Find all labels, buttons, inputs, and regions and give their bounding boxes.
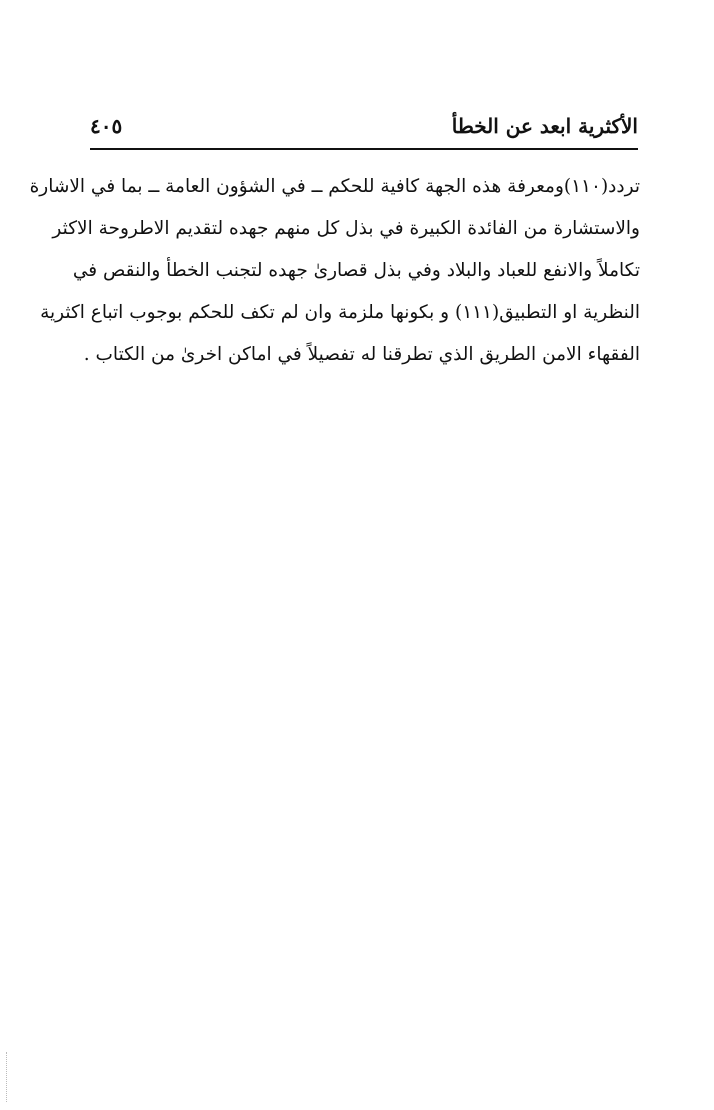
running-title: الأكثرية ابعد عن الخطأ [451,114,638,138]
page-header [90,106,638,146]
body-paragraph [29,166,640,376]
text-line: والاستشارة من الفائدة الكبيرة في بذل كل منهم جهده لتقديم الاطروحة الاكثر [52,218,640,239]
text-line: النظرية او التطبيق(١١١) و بكونها ملزمة وان لم تكف للحكم بوجوب اتباع اكثرية [40,302,640,323]
header-rule [90,148,638,150]
page-number: ٤٠٥ [90,114,123,138]
text-line: تكاملاً والانفع للعباد والبلاد وفي بذل قصارىٰ جهده لتجنب الخطأ والنقص في [72,260,640,281]
text-line: تردد(١١٠)ومعرفة هذه الجهة كافية للحكم ــ في الشؤون العامة ــ بما في الاشارة [29,176,640,197]
text-line: الفقهاء الامن الطريق الذي تطرقنا له تفصيلاً في اماكن اخرىٰ من الكتاب . [83,344,640,365]
scan-margin-mark [6,1052,9,1102]
